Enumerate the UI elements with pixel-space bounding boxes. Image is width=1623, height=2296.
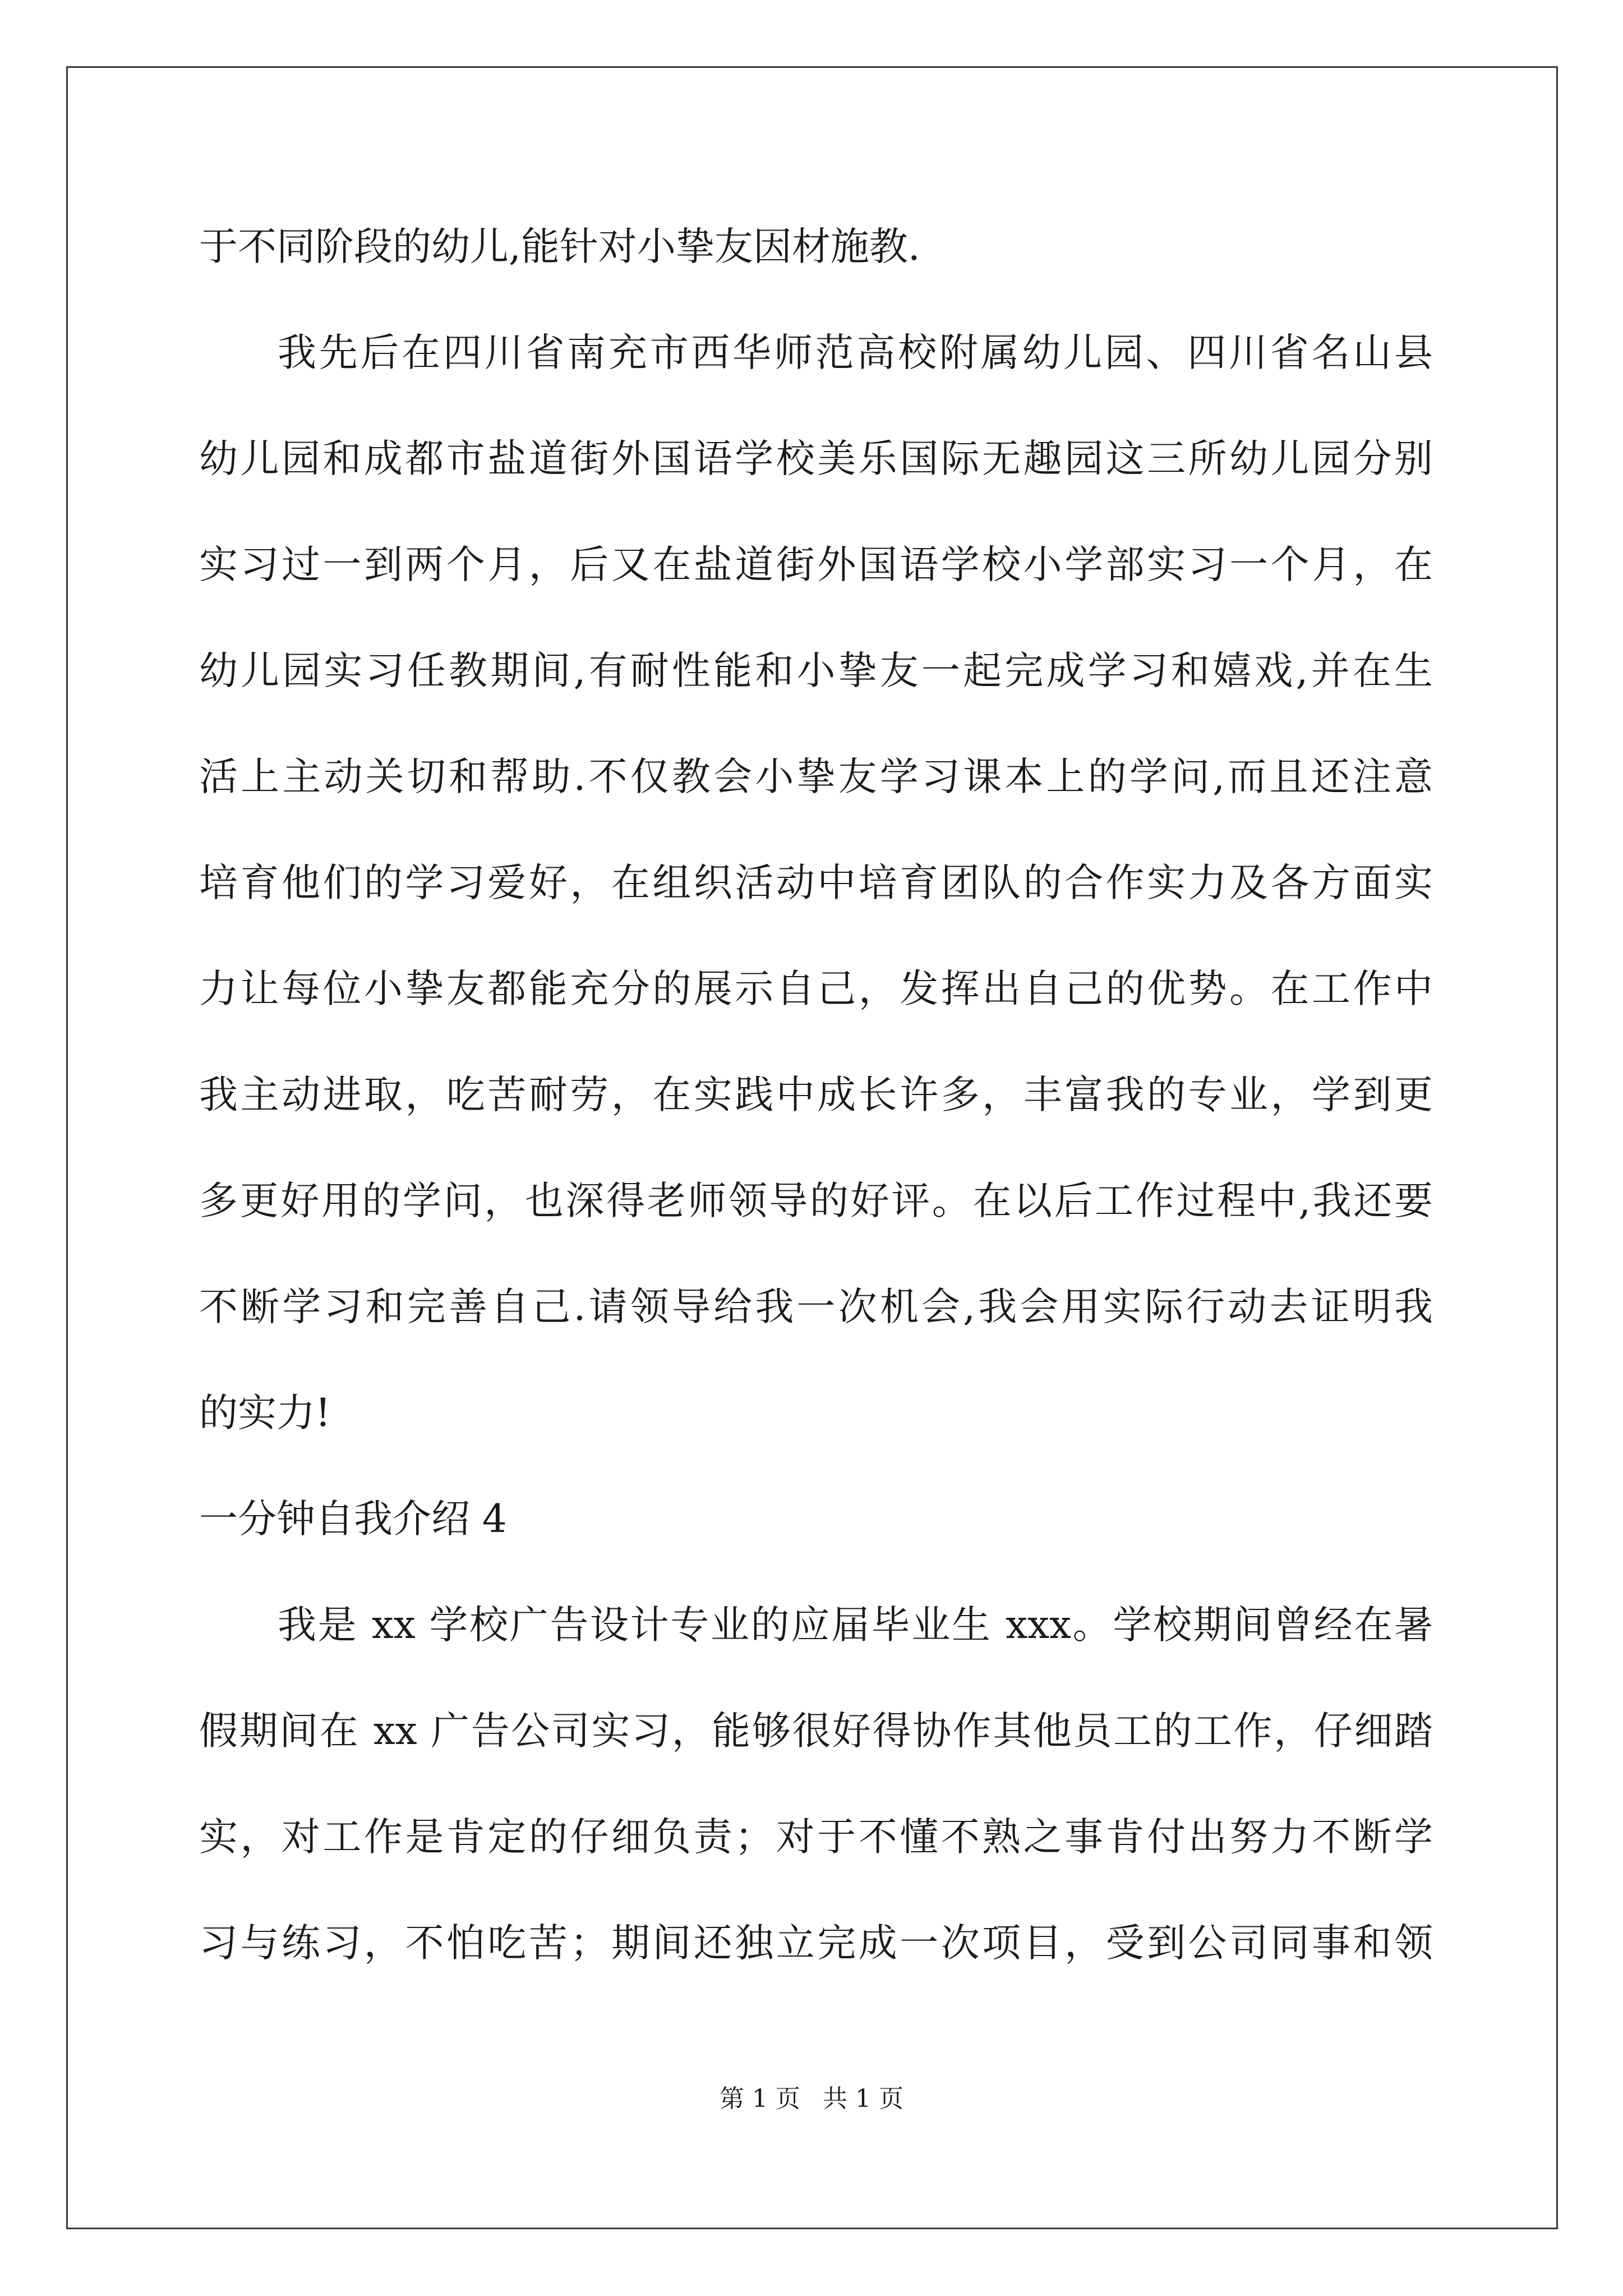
text-line: 培育他们的学习爱好，在组织活动中培育团队的合作实力及各方面实 xyxy=(199,861,1433,905)
section-heading: 一分钟自我介绍 4 xyxy=(199,1497,507,1542)
text-line: 幼儿园和成都市盐道街外国语学校美乐国际无趣园这三所幼儿园分别 xyxy=(199,436,1433,481)
page-border xyxy=(66,66,1558,2229)
text-line: 多更好用的学问，也深得老师领导的好评。在以后工作过程中,我还要 xyxy=(199,1179,1433,1223)
text-line: 于不同阶段的幼儿,能针对小挚友因材施教. xyxy=(199,224,920,269)
page-total: 共 1 页 xyxy=(823,2085,903,2113)
text-line: 幼儿园实习任教期间,有耐性能和小挚友一起完成学习和嬉戏,并在生 xyxy=(199,648,1433,693)
text-line: 力让每位小挚友都能充分的展示自己，发挥出自己的优势。在工作中 xyxy=(199,967,1433,1011)
text-line: 习与练习，不怕吃苦；期间还独立完成一次项目，受到公司同事和领 xyxy=(199,1921,1433,1966)
paragraph-first-line: 我是 xx 学校广告设计专业的应届毕业生 xxx。学校期间曾经在暑 xyxy=(278,1603,1433,1648)
text-line: 假期间在 xx 广告公司实习，能够很好得协作其他员工的工作，仔细踏 xyxy=(199,1709,1433,1754)
text-line: 实习过一到两个月，后又在盐道街外国语学校小学部实习一个月，在 xyxy=(199,542,1433,587)
paragraph-first-line: 我先后在四川省南充市西华师范高校附属幼儿园、四川省名山县 xyxy=(278,330,1433,375)
text-line: 不断学习和完善自己.请领导给我一次机会,我会用实际行动去证明我 xyxy=(199,1285,1433,1329)
text-line: 的实力! xyxy=(199,1391,331,1435)
text-line: 实，对工作是肯定的仔细负责；对于不懂不熟之事肯付出努力不断学 xyxy=(199,1815,1433,1860)
page-number: 第 1 页 xyxy=(720,2085,800,2113)
text-line: 我主动进取，吃苦耐劳，在实践中成长许多，丰富我的专业，学到更 xyxy=(199,1073,1433,1117)
text-line: 活上主动关切和帮助.不仅教会小挚友学习课本上的学问,而且还注意 xyxy=(199,754,1433,799)
page-footer xyxy=(0,2082,1623,2116)
